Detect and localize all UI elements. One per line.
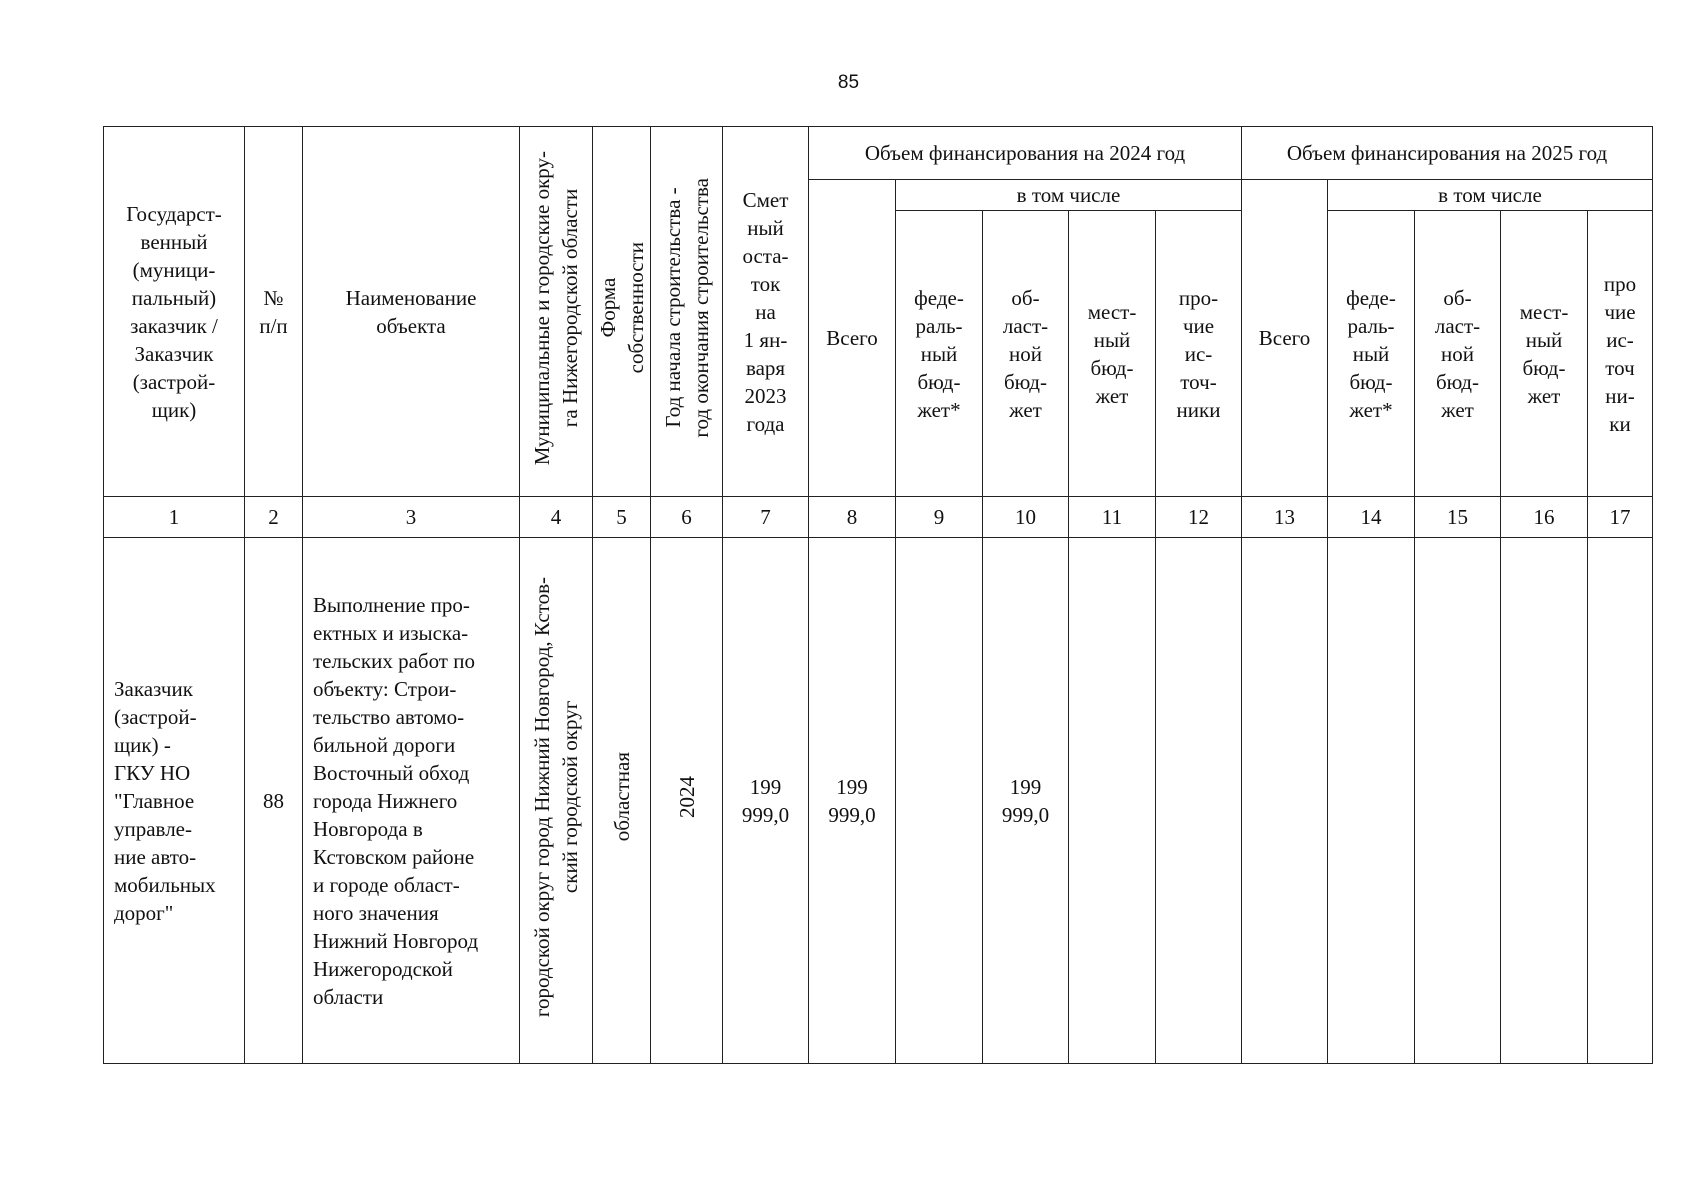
financing-table: [103, 126, 1653, 1064]
header-total-2025: Всего: [1242, 180, 1328, 497]
column-number: 1: [104, 497, 245, 538]
column-number: 13: [1242, 497, 1328, 538]
header-balance: Смет ный оста- ток на 1 ян- варя 2023 года: [723, 127, 809, 497]
page-number: 85: [837, 72, 860, 93]
header-regional-2024: об- ласт- ной бюд- жет: [983, 211, 1069, 497]
header-ownership: Форма собственности: [593, 127, 651, 497]
cell-total-2024: 199 999,0: [809, 538, 896, 1064]
header-row-1: [104, 127, 1653, 180]
column-number: 7: [723, 497, 809, 538]
column-number: 12: [1156, 497, 1242, 538]
header-including-2025: в том числе: [1328, 180, 1653, 211]
header-number: № п/п: [245, 127, 303, 497]
cell-federal-2024: [896, 538, 983, 1064]
column-number: 16: [1501, 497, 1588, 538]
header-customer: Государст- венный (муници- пальный) заказчик / Заказчик (застрой- щик): [104, 127, 245, 497]
column-number: 2: [245, 497, 303, 538]
cell-district: городской округ город Нижний Новгород, Кстов- ский городской округ: [520, 538, 593, 1064]
cell-object-name: Выполнение про- ектных и изыска- тельских работ по объекту: Строи- тельство автомо- бильной дороги Восточный обход города Нижнего Новгорода в Кстовском районе и городе област- ного значения Нижний Новгород Нижегородской области: [303, 538, 520, 1064]
cell-ownership: областная: [593, 538, 651, 1064]
table-row: [104, 538, 1653, 1064]
header-years: Год начала строительства - год окончания строительства: [651, 127, 723, 497]
header-federal-2024: феде- раль- ный бюд- жет*: [896, 211, 983, 497]
header-federal-2025: феде- раль- ный бюд- жет*: [1328, 211, 1415, 497]
column-number: 4: [520, 497, 593, 538]
header-regional-2025: об- ласт- ной бюд- жет: [1415, 211, 1501, 497]
column-number: 11: [1069, 497, 1156, 538]
cell-customer: Заказчик (застрой- щик) - ГКУ НО "Главное управле- ние авто- мобильных дорог": [104, 538, 245, 1064]
header-local-2025: мест- ный бюд- жет: [1501, 211, 1588, 497]
cell-balance: 199 999,0: [723, 538, 809, 1064]
column-number: 9: [896, 497, 983, 538]
column-number: 15: [1415, 497, 1501, 538]
header-financing-2025: Объем финансирования на 2025 год: [1242, 127, 1653, 180]
cell-regional-2024: 199 999,0: [983, 538, 1069, 1064]
header-object-name: Наименование объекта: [303, 127, 520, 497]
cell-local-2025: [1501, 538, 1588, 1064]
cell-years: 2024: [651, 538, 723, 1064]
cell-local-2024: [1069, 538, 1156, 1064]
header-financing-2024: Объем финансирования на 2024 год: [809, 127, 1242, 180]
column-number: 10: [983, 497, 1069, 538]
header-district: Муниципальные и городские окру- га Нижегородской области: [520, 127, 593, 497]
header-including-2024: в том числе: [896, 180, 1242, 211]
column-number: 8: [809, 497, 896, 538]
header-total-2024: Всего: [809, 180, 896, 497]
column-number: 6: [651, 497, 723, 538]
cell-federal-2025: [1328, 538, 1415, 1064]
column-number-row: [104, 497, 1653, 538]
cell-regional-2025: [1415, 538, 1501, 1064]
header-local-2024: мест- ный бюд- жет: [1069, 211, 1156, 497]
column-number: 3: [303, 497, 520, 538]
column-number: 14: [1328, 497, 1415, 538]
cell-other-2025: [1588, 538, 1653, 1064]
column-number: 17: [1588, 497, 1653, 538]
cell-number: 88: [245, 538, 303, 1064]
cell-other-2024: [1156, 538, 1242, 1064]
header-other-2025: про чие ис- точ ни- ки: [1588, 211, 1653, 497]
header-other-2024: про- чие ис- точ- ники: [1156, 211, 1242, 497]
column-number: 5: [593, 497, 651, 538]
cell-total-2025: [1242, 538, 1328, 1064]
